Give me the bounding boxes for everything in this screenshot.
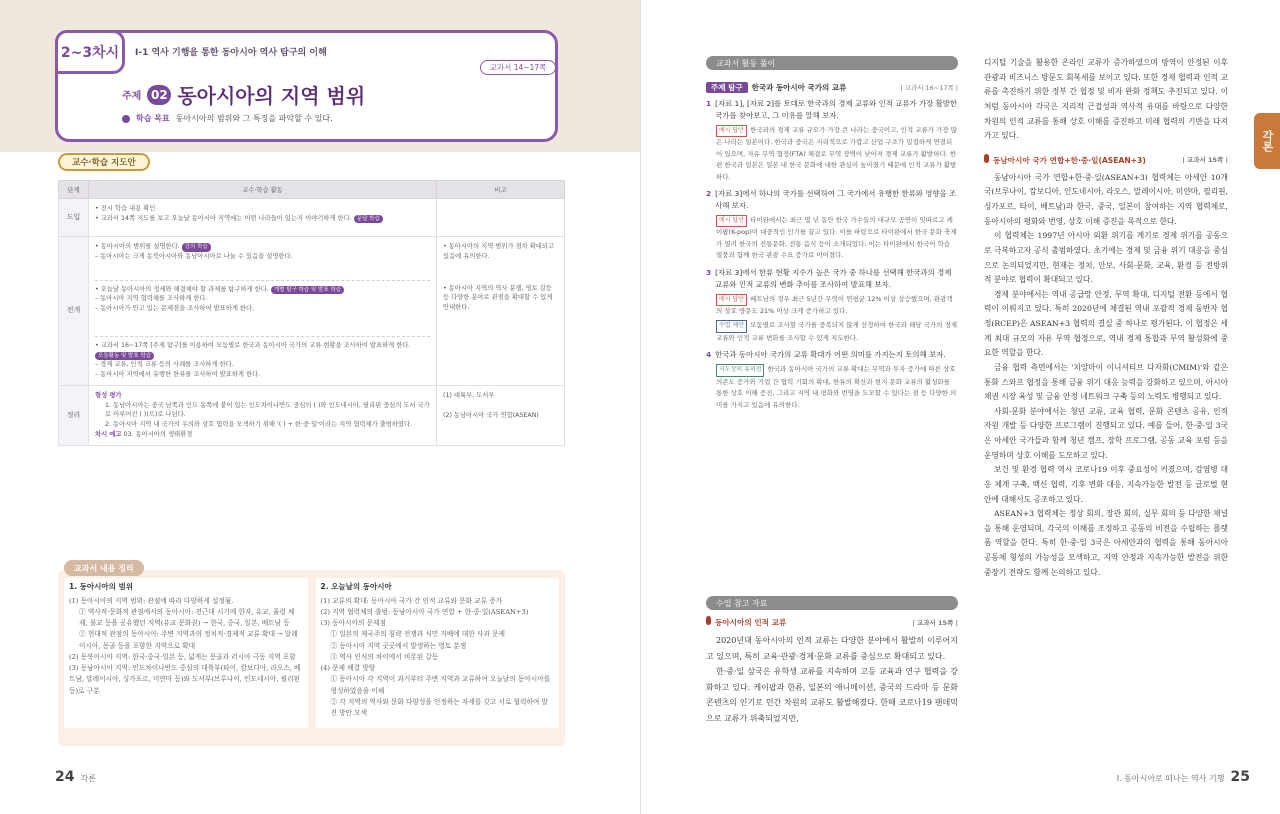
activity-line: – 경제 교류, 인적 교류 등의 사례를 조사하게 한다. — [95, 361, 234, 369]
method-tag: 강의 학습 — [182, 243, 211, 252]
chapter-title: I. 동아시아로 떠나는 역사 기행 — [1116, 774, 1225, 783]
answer-tag: 지도상의 유의점 — [716, 364, 764, 377]
summary-line: ② 동아시아 지역 곳곳에서 발생하는 영토 분쟁 — [330, 641, 467, 650]
reference-paragraph: 경제 분야에서는 역내 공급망 안정, 무역 확대, 디지털 전환 등에서 협력이 이뤄지고 있다. 특히 2020년에 체결된 역내 포괄적 경제 동반자 협정(RCEP)은 ASEAN+3 협력의 결실 중 하나로 평가된다. 이 협정은 세계 최대 규모의 자유 무역 협정으로, 역내 경제 통합과 무역 활성화에 중요한 역할을 한다. — [984, 289, 1228, 358]
textbook-ref: | 교과서 15쪽 | — [1182, 156, 1228, 165]
table-header-row — [59, 181, 565, 199]
answer — [706, 215, 958, 262]
activity-line: – 동아시아 지역에서 유행한 한류를 조사하여 발표하게 한다. — [95, 371, 261, 378]
activity-line: • 전시 학습 내용 확인 — [95, 205, 156, 212]
question — [706, 267, 958, 291]
question-text: 한국과 동아시아 국가의 교류 확대가 어떤 의미를 가지는지 토의해 보자. — [715, 350, 946, 360]
activity-cell — [89, 237, 437, 386]
summary-line: (2) 지역 협력체의 출범: 동남아시아 국가 연합 + 한·중·일(ASEAN+3) — [320, 607, 529, 616]
reference-paragraph: 한·중·일 삼국은 유학생 교류를 지속하며 고등 교육과 연구 협력을 강화하고 있다. 케이팝과 한류, 일본의 애니메이션, 중국의 드라마 등 문화 콘텐츠의 인기로 민간 차원의 교류도 활발해졌다. 한때 코로나19 팬데믹으로 교류가 위축되었지만, — [706, 667, 958, 723]
topic-label: 주제 — [122, 91, 142, 102]
lesson-plan-table — [58, 180, 565, 446]
activity-cell — [89, 385, 437, 445]
question-number: 2 — [706, 188, 712, 198]
activity-text: • 동아시아의 범위를 설명한다. — [95, 243, 180, 250]
answer-tag: 예시 답안 — [716, 294, 747, 307]
reference-paragraph: 동남아시아 국가 연합+한·중·일(ASEAN+3) 협력체는 아세안 10개국(브루나이, 캄보디아, 인도네시아, 라오스, 말레이시아, 미얀마, 필리핀, 싱가포르, 타이, 베트남)과 한국, 중국, 일본이 참여하는 지역 협력체로, 동아시아의 평화와 번영, 상호 이해 증진을 목적으로 한다. — [984, 172, 1228, 226]
activity-block — [95, 280, 430, 314]
activity-cell — [89, 199, 437, 237]
note-line: • 동아시아의 지역 범위가 점차 확대되고 있음에 유의한다. — [443, 243, 555, 260]
activity-text: • 교과서 14쪽 지도를 보고 오늘날 동아시아 지역에는 어떤 나라들이 있는지 이야기하게 한다. — [95, 214, 352, 222]
summary-heading: 2. 오늘날의 동아시아 — [320, 582, 392, 591]
answer-text: 한국과 동아시아 국가의 교류 확대는 무역과 투자 증가에 따른 상호 의존도 증가와 기업 간 협력 기회의 확대, 한류의 확산과 현지 문화 교류의 활성화를 통한 상호 이해 증진, 그리고 지역 내 평화와 번영을 도모할 수 있다는 점 등 다양한 의미를 가지고 있음에 유의한다. — [716, 365, 957, 409]
activity-text: • 교과서 16~17쪽 [주제 탐구]를 이용하여 모둠별로 한국과 동아시아 국가의 교류 현황을 조사하여 발표하게 한다. — [95, 341, 411, 349]
answer-text: 베트남의 경우 최근 5년간 무역이 연평균 12% 이상 상승했으며, 관광객의 상호 방문도 21% 이상 크게 증가하고 있다. — [716, 294, 953, 316]
page-section: 각론 — [80, 774, 96, 783]
column-header: 교수·학습 활동 — [89, 181, 437, 199]
eval-label: 형성 평가 — [95, 391, 122, 399]
reference-section — [706, 616, 958, 727]
textbook-ref: | 교과서 15쪽 | — [912, 618, 958, 627]
reference-column — [984, 56, 1228, 580]
summary-column — [316, 578, 560, 738]
summary-line: (3) 동아시아의 문제점 — [320, 619, 386, 628]
learning-objective — [122, 113, 333, 124]
summary-column-inner — [64, 578, 308, 728]
answer — [706, 364, 958, 411]
question — [706, 188, 958, 212]
activity-column — [706, 56, 958, 411]
topic-title: 동아시아의 지역 범위 — [177, 84, 366, 108]
note-line: (1) 대륙부, 도서부 — [443, 391, 495, 399]
next-label: 차시 예고 — [95, 430, 122, 438]
method-tag: 모둠활동 및 발표 학습 — [95, 352, 154, 361]
method-tag: 문답 학습 — [354, 215, 383, 224]
method-tag: 개별 탐구 학습 및 발표 학습 — [271, 286, 344, 295]
activity-line: – 동아시아 지역 협력체를 조사하게 한다. — [95, 295, 208, 303]
reference-paragraph: 금융 협력 측면에서는 '치앙마이 이니셔티브 다자화(CMIM)'와 같은 통화 스와프 협정을 통해 금융 위기 대응 능력을 강화하고 있으며, 아시아 채권 시장 육성 및 금융 안정 네트워크 구축 등의 노력도 병행되고 있다. — [984, 362, 1228, 402]
reference-subheading — [984, 154, 1228, 166]
bullet-icon — [122, 115, 130, 123]
summary-line: ① 동아시아 각 지역이 과거부터 주변 지역과 교류하여 오늘날의 동아시아를 형성하였음을 이해 — [330, 675, 551, 695]
note-cell — [437, 237, 565, 386]
marker-icon — [984, 154, 989, 163]
eval-question: 2. 동아시아 지역 내 국가의 우의와 상호 협력을 모색하기 위해 '( ) + 한·중·일'이라는 지역 협력체가 출범하였다. — [105, 421, 413, 428]
answer-tag: 예시 답안 — [716, 215, 747, 228]
reference-paragraph: 이 협력체는 1997년 아시아 외환 위기를 계기로 경제 위기를 공동으로 극복하고자 공식 출범하였다. 초기에는 경제 및 금융 위기 대응을 중심으로 논의되었지만, 현재는 정치, 안보, 사회·문화, 교육, 환경 등 전방위적 분야로 협력이 확대되고 있다. — [984, 231, 1228, 285]
reference-subheading — [706, 616, 958, 628]
summary-line: ① 역사적·문화적 관점에서의 동아시아: 전근대 시기에 한자, 유교, 율령 체제, 불교 등을 공유했던 지역(유교 문화권) → 한국, 중국, 일본, 베트남 등 — [79, 607, 295, 628]
summary-line: ② 현대적 관점의 동아시아: 주변 지역과의 정치적·경제적 교류 확대 → 알레이시아, 몽골 등을 포함한 지역으로 확대 — [79, 630, 298, 650]
column-header: 단계 — [59, 181, 89, 199]
objective-label: 학습 목표 — [136, 114, 170, 123]
question-text: [자료 1], [자료 2]를 토대로 한국과의 경제 교류와 인적 교류가 가장 활발한 국가를 찾아보고, 그 이유를 말해 보자. — [715, 99, 958, 120]
activity-line — [95, 214, 430, 224]
answer — [706, 125, 958, 183]
left-footer — [55, 769, 96, 785]
question-number: 3 — [706, 267, 712, 277]
question — [706, 349, 958, 361]
reference-heading: 수업 참고 자료 — [706, 596, 958, 610]
summary-line: (1) 교류의 확대: 동아시아 국가 간 인적 교류와 문화 교류 증가 — [320, 596, 503, 605]
activity-line: – 동아시아가 안고 있는 문제점을 조사하여 발표하게 한다. — [95, 305, 255, 312]
content-summary-box — [58, 570, 565, 746]
stage-cell: 전개 — [59, 237, 89, 386]
summary-heading: 1. 동아시아의 범위 — [69, 582, 134, 591]
question-text: [자료 3]에서 하나의 국가를 선택하여 그 국가에서 유행한 한류와 영향을 조사해 보자. — [715, 188, 957, 210]
answer-text: 모둠별로 조사할 국가를 중복되지 않게 선정하여 한국과 해당 국가의 경제 교류와 인적 교류 변화를 조사할 수 있게 지도한다. — [716, 321, 958, 342]
summary-column-inner — [316, 578, 560, 728]
topic-title-row — [122, 80, 365, 109]
summary-line: (4) 문제 해결 방향 — [320, 664, 376, 673]
chapter-side-tab: 각론 — [1254, 113, 1280, 169]
page-number: 24 — [55, 769, 75, 785]
next-lesson — [95, 430, 430, 440]
lesson-plan-badge: 교수·학습 지도안 — [58, 153, 150, 171]
summary-line: (2) 동북아시아 지역: 한국·중국·일본 등, 넓게는 몽골과 러시아 극동 지역 포함 — [69, 652, 296, 661]
activity-line — [95, 242, 430, 252]
note-cell — [437, 199, 565, 237]
marker-icon — [706, 616, 711, 625]
next-text: 03. 동아시아의 생태환경 — [123, 430, 193, 438]
answer-text: 타이완에서는 최근 몇 년 동안 한국 가수들의 대규모 공연이 잇따르고 케이팝(K-pop)이 대중적인 인기를 끌고 있다. 이를 바탕으로 타이완에서 한국 문화 축제가 열려 한국의 전통문화, 전통 음식 등이 소개되었다. 이는 타이완에서 한국어 학습 열풍과 함께 한국 관광 수요 증가로 이어졌다. — [716, 215, 957, 260]
activity-topic: 한국과 동아시아 국가의 교류 — [751, 83, 847, 92]
reference-paragraph: 사회·문화 분야에서는 청년 교류, 교육 협력, 문화 콘텐츠 공유, 인적 자원 개발 등 다양한 프로그램이 진행되고 있다. 예를 들어, 한·중·일 3국은 아세안 국가들과 함께 청년 캠프, 장학 프로그램, 공동 교육 포럼 등을 운영하며 상호 이해를 도모하고 있다. — [984, 406, 1228, 460]
activity-line: – 동아시아는 크게 동북아시아와 동남아시아로 나눌 수 있음을 설명한다. — [95, 252, 293, 260]
activity-line — [95, 341, 430, 361]
activity-heading: 교과서 활동 풀이 — [706, 56, 958, 70]
answer — [706, 294, 958, 318]
section-title: I-1 역사 기행을 통한 동아시아 역사 탐구의 이해 — [135, 48, 327, 58]
reference-paragraph: 보건 및 환경 협력 역시 코로나19 이후 중요성이 커졌으며, 감염병 대응 체계 구축, 백신 협력, 기후 변화 대응, 지속가능한 발전 등 글로벌 현안에 대해서도 공조하고 있다. — [984, 465, 1228, 504]
summary-line: ① 일본의 제국주의 침략 전쟁과 식민 지배에 대한 사과 문제 — [330, 630, 505, 639]
question — [706, 98, 958, 122]
eval-question: 1. 동남아시아는 중국 남쪽과 인도 동쪽에 붙어 있는 인도차이나반도 중심의 ( )와 인도네시아, 필리핀 중심의 도서 국가로 이루어진 ( )(으)로 나뉜다. — [105, 401, 430, 419]
note-line: • 동아시아 지역의 역사 분쟁, 영토 갈등 등 다양한 분야로 관점을 확대할 수 있게 안내한다. — [443, 284, 553, 311]
summary-column — [64, 578, 308, 738]
textbook-page-ref: 교과서 14~17쪽 — [480, 60, 556, 75]
activity-topic-row — [706, 82, 958, 93]
eval-block — [95, 391, 430, 401]
activity-block — [95, 336, 430, 380]
reference-paragraph: 2020년대 동아시아의 인적 교류는 다양한 분야에서 활발히 이루어지고 있으며, 특히 교육·관광·경제·문화 교류를 중심으로 확대되고 있다. — [706, 636, 958, 661]
table-row — [59, 199, 565, 237]
question-number: 4 — [706, 350, 712, 360]
stage-cell: 정리 — [59, 385, 89, 445]
stage-cell: 도입 — [59, 199, 89, 237]
answer-tag: 예시 답안 — [716, 125, 747, 138]
page-number: 25 — [1230, 769, 1250, 785]
reference-paragraph: 디지털 기술을 활용한 온라인 교류가 증가하였으며 방역이 안정된 이후 관광과 비즈니스 방문도 회복세를 보이고 있다. 또한 경제 협력과 인적 교류를 촉진하기 위한 정부 간 협정 및 비자 완화 정책도 추진되고 있다. 이처럼 동아시아 각국은 지리적 근접성과 역사적 유대를 바탕으로 다양한 차원의 인적 교류를 통해 상호 이해를 증진하고 미래 협력의 기반을 다져가고 있다. — [984, 58, 1228, 141]
right-footer — [1117, 769, 1250, 785]
reference-heading-wrap — [706, 596, 958, 610]
answer-tag: 수업 제안 — [716, 320, 747, 333]
table-row — [59, 237, 565, 386]
activity-text: • 오늘날 동아시아의 정세와 해결해야 할 과제를 탐구하게 한다. — [95, 285, 269, 293]
topic-number: 02 — [147, 85, 171, 105]
textbook-ref: | 교과서 16~17쪽 | — [900, 84, 958, 92]
reference-subtitle: 동남아시아 국가 연합+한·중·일(ASEAN+3) — [993, 155, 1146, 165]
table-row — [59, 385, 565, 445]
summary-line: ② 각 지역의 역사와 문화 다양성을 인정하는 자세를 갖고 서로 협력하여 발전 방안 모색 — [330, 697, 548, 718]
reference-paragraph: ASEAN+3 협력체는 정상 회의, 장관 회의, 실무 회의 등 다양한 채널을 통해 운영되며, 각국의 이해를 조정하고 공동의 비전을 수립하는 플랫폼 역할을 한다. 특히 한·중·일 3국은 아세안과의 협력을 통해 동아시아 공동체 형성의 가능성을 모색하고, 지역 안정과 지속가능한 발전을 위한 중장기 전략도 함께 논의하고 있다. — [984, 509, 1228, 577]
summary-badge: 교과서 내용 정리 — [64, 560, 144, 576]
question-text: [자료 3]에서 한류 현황 지수가 높은 국가 중 하나를 선택해 한국과의 경제 교류와 인적 교류의 변화 추이를 조사하여 발표해 보자. — [715, 267, 952, 289]
summary-line: (3) 동남아시아 지역: 인도차이나반도 중심의 대륙부(타이, 캄보디아, 라오스, 베트남, 말레이시아, 싱가포르, 미얀마 등)와 도서부(브루나이, 인도네시아, 필리핀 등)로 구분 — [69, 664, 301, 695]
note-cell — [437, 385, 565, 445]
reference-subtitle: 동아시아의 인적 교류 — [715, 618, 787, 627]
answer-text: 한국과의 경제 교류 규모가 가장 큰 나라는 중국이고, 인적 교류가 가장 많은 나라는 일본이다. 한국과 중국은 지리적으로 가깝고 산업 구조가 밀접하게 연결되어 있으며, 자유 무역 협정(FTA) 체결로 무역 장벽이 낮아져 경제 교류가 활발하다. 한편 한국과 일본은 일본 내 한국 문화에 대한 관심이 높아졌기 때문에 인적 교류가 활발하다. — [716, 125, 957, 181]
activity-line — [95, 285, 430, 295]
summary-line: (1) 동아시아의 지역 범위: 관점에 따라 다양하게 설정됨. — [69, 596, 234, 605]
answer — [706, 320, 958, 344]
question-number: 1 — [706, 99, 712, 108]
session-badge: 2~3차시 — [55, 30, 125, 74]
objective-text: 동아시아의 범위와 그 특징을 파악할 수 있다. — [175, 114, 333, 123]
topic-tag: 주제 탐구 — [706, 82, 748, 93]
summary-line: ③ 역사 인식의 차이에서 비롯된 갈등 — [330, 652, 439, 661]
note-line: (2) 동남아시아 국가 연합(ASEAN) — [443, 411, 539, 419]
column-header: 비고 — [437, 181, 565, 199]
